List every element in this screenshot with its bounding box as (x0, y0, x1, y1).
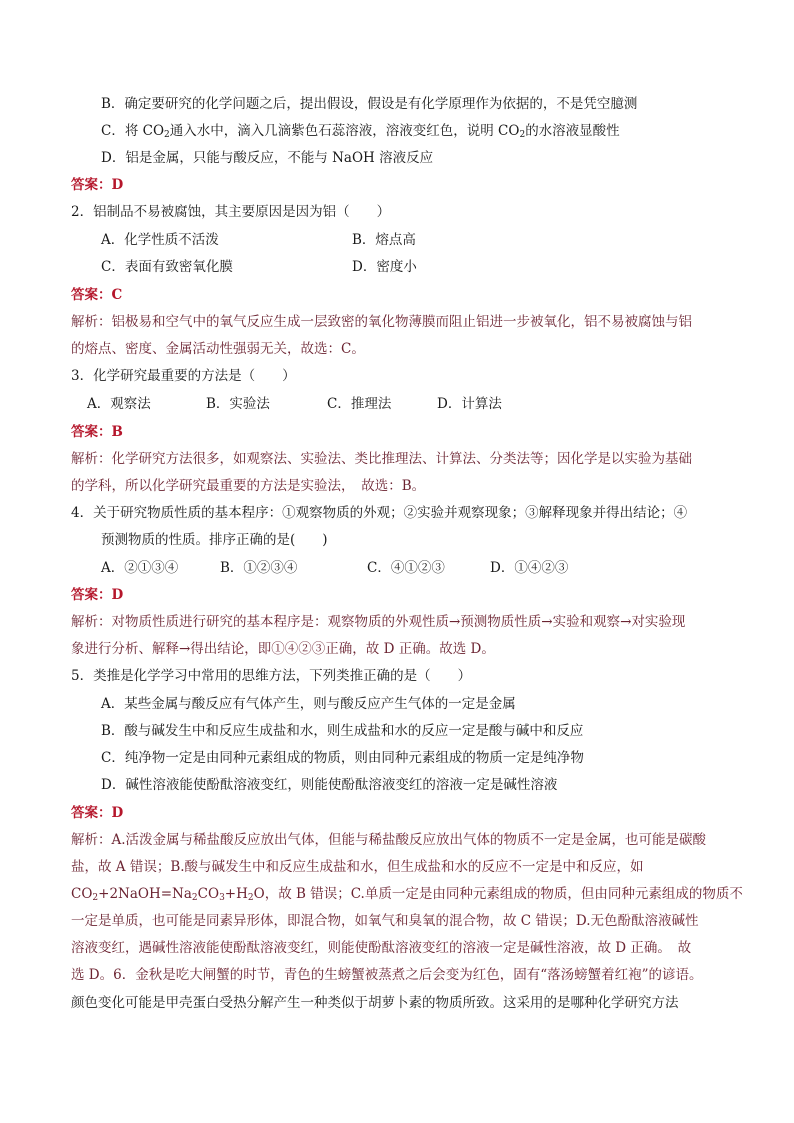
q4-answer: 答案：D (71, 587, 124, 603)
q3-explanation-line-2: 的学科，所以化学研究最重要的方法是实验法， 故选：B。 (71, 478, 426, 494)
q2-option-a: A．化学性质不活泼 (101, 232, 219, 248)
q2-option-b: B．熔点高 (352, 232, 416, 248)
q2-stem: 2．铝制品不易被腐蚀，其主要原因是因为铝（ ） (71, 204, 391, 220)
q5-answer: 答案：D (71, 805, 124, 821)
q5-stem: 5．类推是化学学习中常用的思维方法，下列类推正确的是（ ） (71, 668, 472, 684)
q4-explanation-line-2: 象进行分析、解释→得出结论，即①④②③正确，故 D 正确。故选 D。 (71, 641, 495, 657)
q4-stem-line-1: 4．关于研究物质性质的基本程序：①观察物质的外观；②实验并观察现象；③解释现象并得出结论；④ (71, 505, 688, 521)
q6-stem-line-2: 颜色变化可能是甲壳蛋白受热分解产生一种类似于胡萝卜素的物质所致。这采用的是哪种化学研究方法 (71, 995, 679, 1011)
q5-explanation-line-5: 溶液变红，遇碱性溶液能使酚酞溶液变红，则能使酚酞溶液变红的溶液一定是碱性溶液，故 D 正确。 故 (71, 940, 692, 956)
q3-answer: 答案：B (71, 424, 123, 440)
q5-explanation-line-6: 选 D。6．金秋是吃大闸蟹的时节，青色的生螃蟹被蒸煮之后会变为红色，固有“落汤螃蟹着红袍”的谚语。 (71, 967, 703, 983)
q5-explanation-line-2: 盐，故 A 错误；B.酸与碱发生中和反应生成盐和水，但生成盐和水的反应不一定是中和反应，如 (71, 859, 644, 875)
q4-explanation-line-1: 解析：对物质性质进行研究的基本程序是：观察物质的外观性质→预测物质性质→实验和观察→对实验现 (71, 614, 686, 630)
q4-option-d: D．①④②③ (490, 560, 569, 576)
q2-option-d: D．密度小 (352, 259, 417, 275)
q3-option-c: C．推理法 (327, 396, 392, 412)
q2-option-c: C．表面有致密氧化膜 (101, 259, 233, 275)
q2-answer: 答案：C (71, 287, 123, 303)
q3-option-d: D．计算法 (437, 396, 502, 412)
q1-option-c: C．将 $CO_2$通入水中，滴入几滴紫色石蕊溶液，溶液变红色，说明 $CO_2$的水溶液显酸性 (101, 123, 620, 140)
q4-option-b: B．①②③④ (220, 560, 298, 576)
q4-stem-line-2: 预测物质的性质。排序正确的是( ) (101, 532, 328, 548)
q5-option-b: B．酸与碱发生中和反应生成盐和水，则生成盐和水的反应一定是酸与碱中和反应 (101, 723, 584, 739)
q3-explanation-line-1: 解析：化学研究方法很多，如观察法、实验法、类比推理法、计算法、分类法等；因化学是以实验为基础 (71, 451, 692, 467)
q3-option-a: A．观察法 (87, 396, 151, 412)
q4-option-a: A．②①③④ (101, 560, 179, 576)
q5-explanation-line-1: 解析：A.活泼金属与稀盐酸反应放出气体，但能与稀盐酸反应放出气体的物质不一定是金属，也可能是碳酸 (71, 832, 707, 848)
q5-explanation-line-4: 一定是单质，也可能是同素异形体，即混合物，如氧气和臭氧的混合物，故 C 错误；D.无色酚酞溶液碱性 (71, 913, 699, 929)
q4-option-c: C．④①②③ (367, 560, 445, 576)
q1-answer: 答案：D (71, 177, 124, 193)
q5-explanation-line-3: $CO_2+2NaOH=Na_2CO_3+H_2O$，故 B 错误；C.单质一定是由同种元素组成的物质，但由同种元素组成的物质不 (71, 886, 743, 903)
q1-option-b: B．确定要研究的化学问题之后，提出假设，假设是有化学原理作为依据的，不是凭空臆测 (101, 96, 638, 112)
q3-option-b: B．实验法 (206, 396, 270, 412)
q3-stem: 3．化学研究最重要的方法是（ ） (71, 368, 296, 384)
q5-option-d: D．碱性溶液能使酚酞溶液变红，则能使酚酞溶液变红的溶液一定是碱性溶液 (101, 777, 558, 793)
q1-option-d: D．铝是金属，只能与酸反应，不能与 NaOH 溶液反应 (101, 150, 434, 166)
q2-explanation-line-2: 的熔点、密度、金属活动性强弱无关，故选：C。 (71, 341, 365, 357)
q5-option-c: C．纯净物一定是由同种元素组成的物质，则由同种元素组成的物质一定是纯净物 (101, 750, 584, 766)
q5-option-a: A．某些金属与酸反应有气体产生，则与酸反应产生气体的一定是金属 (101, 696, 516, 712)
q2-explanation-line-1: 解析：铝极易和空气中的氧气反应生成一层致密的氧化物薄膜而阻止铝进一步被氧化，铝不易被腐蚀与铝 (71, 314, 692, 330)
